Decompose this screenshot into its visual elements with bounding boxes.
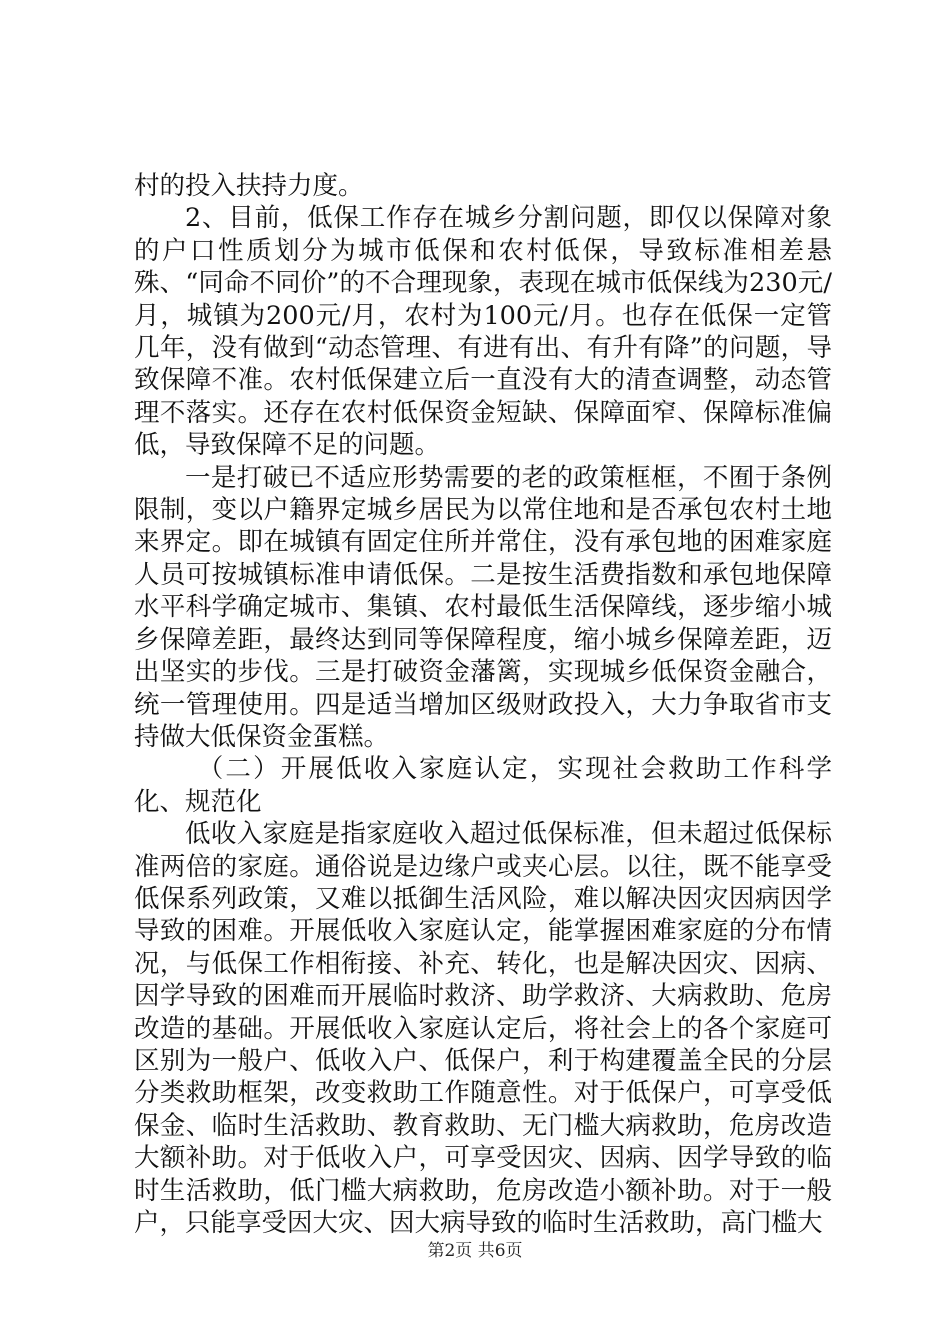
paragraph-policy-measures: 一是打破已不适应形势需要的老的政策框框，不囿于条例限制，变以户籍界定城乡居民为以常住地和是否承包农村土地来界定。即在城镇有固定住所并常住，没有承包地的困难家庭人员可按城镇标准申请低保。二是按生活费指数和承包地保障水平科学确定城市、集镇、农村最低生活保障线，逐步缩小城乡保障差距，最终达到同等保障程度，缩小城乡保障差距，迈出坚实的步伐。三是打破资金藩篱，实现城乡低保资金融合，统一管理使用。四是适当增加区级财政投入，大力争取省市支持做大低保资金蛋糕。 [134,462,832,752]
paragraph-continuation: 村的投入扶持力度。 [134,171,364,201]
section-heading-low-income: （二）开展低收入家庭认定，实现社会救助工作科学化、规范化 [134,754,832,817]
document-body [134,170,832,1239]
page-footer [0,1240,950,1262]
paragraph-urban-rural-division: 2、目前，低保工作存在城乡分割问题，即仅以保障对象的户口性质划分为城市低保和农村低保，导致标准相差悬殊、“同命不同价”的不合理现象，表现在城市低保线为230元/月，城镇为200元/月，农村为100元/月。也存在低保一定管几年，没有做到“动态管理、有进有出、有升有降”的问题，导致保障不准。农村低保建立后一直没有大的清查调整，动态管理不落实。还存在农村低保资金短缺、保障面窄、保障标准偏低，导致保障不足的问题。 [134,203,832,461]
page-number-label: 第2页 共6页 [427,1241,523,1261]
paragraph-low-income-families: 低收入家庭是指家庭收入超过低保标准，但未超过低保标准两倍的家庭。通俗说是边缘户或夹心层。以往，既不能享受低保系列政策，又难以抵御生活风险，难以解决因灾因病因学导致的困难。开展低收入家庭认定，能掌握困难家庭的分布情况，与低保工作相衔接、补充、转化，也是解决因灾、因病、因学导致的困难而开展临时救济、助学救济、大病救助、危房改造的基础。开展低收入家庭认定后，将社会上的各个家庭可区别为一般户、低收入户、低保户，利于构建覆盖全民的分层分类救助框架，改变救助工作随意性。对于低保户，可享受低保金、临时生活救助、教育救助、无门槛大病救助，危房改造大额补助。对于低收入户，可享受因灾、因病、因学导致的临时生活救助，低门槛大病救助，危房改造小额补助。对于一般户，只能享受因大灾、因大病导致的临时生活救助，高门槛大 [134,819,832,1238]
